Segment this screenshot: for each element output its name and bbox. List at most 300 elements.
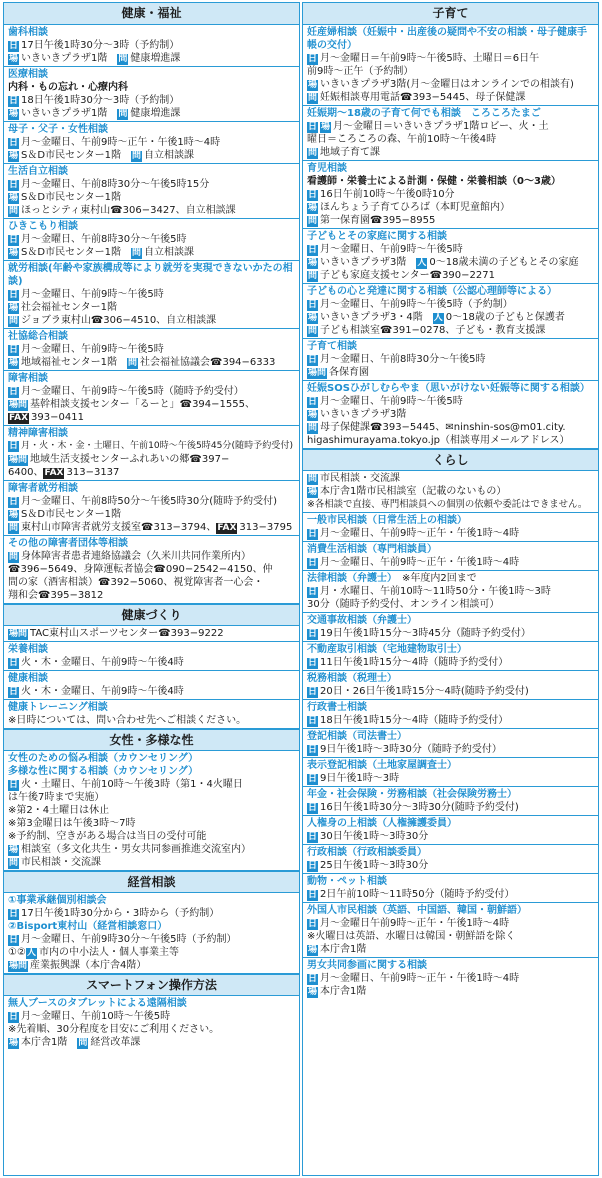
info-line [8, 191, 295, 204]
info-text: 本庁舎1階市民相談室（記載のないもの） [320, 486, 507, 497]
info-line [307, 366, 594, 379]
info-line [8, 550, 295, 563]
info-text: 月～金曜日、午前9時～午後5時（随時予約受付） [21, 386, 244, 397]
info-line [8, 301, 295, 314]
label-badge-icon: 場 [9, 1038, 19, 1048]
label-badge-icon: 日 [308, 629, 318, 639]
info-text: 月～金曜日、午前9時～正午・午後1時～4時 [320, 973, 520, 984]
info-line [8, 804, 295, 817]
info-text: 月～金曜日、午前8時30分～午後5時 [320, 354, 486, 365]
info-text: 母子保健課☎393−5445、✉ninshin-sos@m01.city. [320, 422, 566, 433]
info-line [8, 1036, 295, 1049]
info-line [8, 656, 295, 669]
section-header: くらし [303, 449, 598, 471]
info-line [307, 714, 594, 727]
info-text: 月～金曜日、午前9時～午後5時 [320, 396, 463, 407]
consultation-entry [4, 481, 299, 536]
label-badge-icon: 日 [308, 355, 318, 365]
info-text: 月～金曜日、午前9時～正午・午後1時～4時 [320, 557, 520, 568]
info-text: ※第2・4土曜日は休止 [8, 805, 110, 816]
info-line [307, 859, 594, 872]
info-text: 自立相談課 [144, 247, 195, 258]
consultation-entry [303, 339, 598, 381]
label-badge-icon: 場 [308, 410, 318, 420]
info-text: 子ども家庭支援センター☎390−2271 [320, 270, 495, 281]
info-line [307, 120, 594, 133]
label-badge-icon: 場 [9, 109, 19, 119]
label-badge-icon: 日 [308, 974, 318, 984]
entry-title: 子育て相談 [307, 341, 357, 352]
info-line [8, 508, 295, 521]
info-line [307, 298, 594, 311]
info-line [307, 556, 594, 569]
info-line [8, 440, 295, 453]
info-text: 健康増進課 [130, 108, 181, 119]
consultation-entry [303, 381, 598, 449]
info-text: 翔和会☎395−3812 [8, 590, 104, 601]
label-badge-icon: 日 [9, 41, 19, 51]
info-line [307, 243, 594, 256]
info-text: 曜日＝ころころの森、午前10時～午後4時 [307, 134, 497, 145]
consultation-entry [303, 671, 598, 700]
info-text: 本庁舎1階 [320, 986, 367, 997]
info-text: 9日午後1時～3時30分（随時予約受付） [320, 744, 502, 755]
label-badge-icon: 日 [308, 658, 318, 668]
entry-title: 無人ブースのタブレットによる遠隔相談 [8, 998, 187, 1009]
info-text: 第一保育園☎395−8955 [320, 215, 436, 226]
entry-title: 障害者就労相談 [8, 483, 78, 494]
info-text: は午後7時まで実施） [8, 792, 105, 803]
info-line [307, 188, 594, 201]
label-badge-icon: 問 [78, 1038, 88, 1048]
label-badge-icon: 場 [308, 987, 318, 997]
info-line [307, 930, 594, 943]
info-text: S＆D市民センター1階 [21, 192, 122, 203]
consultation-entry [303, 816, 598, 845]
entry-title: ①事業承継個別相談会 [8, 895, 107, 906]
info-text: 火・木・金曜日、午前9時～午後4時 [21, 657, 184, 668]
info-line [307, 78, 594, 91]
label-badge-icon: 日 [9, 387, 19, 397]
info-text: ☎396−5649、身障運転者協会☎090−2542−4150、仲 [8, 564, 273, 575]
label-badge-icon: 日 [9, 780, 19, 790]
info-text: 30分（随時予約受付、オンライン相談可） [307, 599, 500, 610]
info-line [307, 311, 594, 324]
consultation-entry [4, 329, 299, 371]
info-line [8, 233, 295, 246]
info-text: 月～金曜日＝午前9時～午後5時、土曜日＝6日午 [320, 53, 540, 64]
info-line [307, 434, 594, 447]
info-text: 393−0411 [31, 412, 84, 423]
consultation-entry [4, 626, 299, 642]
label-badge-icon: 場問 [9, 400, 28, 410]
info-text: 月・火・木・金・土曜日、午前10時～午後5時45分(随時予約受付) [21, 441, 294, 451]
info-text: 経営改革課 [90, 1037, 141, 1048]
info-text: ※予約制、空きがある場合は当日の受付可能 [8, 831, 207, 842]
label-badge-icon: 場 [308, 945, 318, 955]
consultation-entry [4, 25, 299, 67]
entry-subtitle: 看護師・栄養士による計測・保健・栄養相談（0～3歳） [307, 176, 561, 187]
section-header: スマートフォン操作方法 [4, 974, 299, 996]
info-text: 0～18歳未満の子どもとその家庭 [429, 257, 579, 268]
label-badge-icon: 問 [9, 858, 19, 868]
info-line [8, 1023, 295, 1036]
label-badge-icon: 場 [321, 122, 331, 132]
entry-title: 交通事故相談（弁護士） [307, 615, 417, 626]
label-badge-icon: 日 [9, 235, 19, 245]
consultation-entry [303, 229, 598, 284]
label-badge-icon: 場 [308, 203, 318, 213]
info-text: 17日午後1時30分～3時（予約制） [21, 40, 180, 51]
entry-title: 妊娠期～18歳の子育て何でも相談 ころころたまご [307, 108, 541, 119]
entry-title: 子どもとその家庭に関する相談 [307, 231, 447, 242]
consultation-entry [4, 67, 299, 122]
info-line [8, 356, 295, 369]
entry-title: 動物・ペット相談 [307, 876, 387, 887]
entry-title: 妊娠SOSひがしむらやま（思いがけない妊娠等に関する相談） [307, 383, 590, 394]
info-text: 社会福祉協議会☎394−6333 [140, 357, 276, 368]
info-line [307, 395, 594, 408]
info-text: 2日午前10時～11時50分（随時予約受付） [320, 889, 515, 900]
info-text: S＆D市民センター1階 [21, 150, 132, 161]
info-text: 健康増進課 [130, 53, 181, 64]
info-line [307, 256, 594, 269]
consultation-entry [4, 996, 299, 1050]
info-text: 月～金曜日、午前9時～正午・午後1時～4時 [21, 137, 221, 148]
label-badge-icon: 日 [308, 397, 318, 407]
info-text: 20日・26日午後1時15分～4時(随時予約受付) [320, 686, 529, 697]
entry-title: 精神障害相談 [8, 428, 68, 439]
entry-title: 税務相談（税理士） [307, 673, 397, 684]
consultation-entry [303, 758, 598, 787]
info-text: 火・木・金曜日、午前9時～午後4時 [21, 686, 184, 697]
label-badge-icon: 日 [308, 861, 318, 871]
info-text: 19日午後1時15分～3時45分（随時予約受付） [320, 628, 531, 639]
info-text: 地域生活支援センターふれあいの郷☎397− [30, 454, 230, 465]
info-line [8, 246, 295, 259]
entry-title: 医療相談 [8, 69, 48, 80]
info-text: higashimurayama.tokyo.jp（相談専用メールアドレス） [307, 435, 570, 446]
consultation-entry [303, 787, 598, 816]
consultation-entry [4, 671, 299, 700]
label-badge-icon: 問 [308, 148, 318, 158]
info-text: 月～金曜日、午前8時30分～午後5時15分 [21, 179, 210, 190]
info-line [8, 385, 295, 398]
consultation-entry [303, 161, 598, 229]
info-line [307, 408, 594, 421]
info-text: 月～金曜日、午前9時～午後5時（予約制） [320, 299, 513, 310]
consultation-entry [4, 700, 299, 729]
info-line [307, 421, 594, 434]
info-text: 社会福祉センター1階 [21, 302, 117, 313]
info-line [8, 817, 295, 830]
label-badge-icon: 日 [308, 529, 318, 539]
info-line [8, 627, 295, 640]
label-badge-icon: 場 [308, 313, 318, 323]
info-line [8, 288, 295, 301]
label-badge-icon: 場 [9, 193, 19, 203]
consultation-entry [4, 536, 299, 604]
info-line [307, 201, 594, 214]
info-line [307, 472, 594, 485]
info-text: 市民相談・交流課 [320, 473, 401, 484]
section-header: 女性・多様な性 [4, 729, 299, 751]
entry-title: ②Bisport東村山（経営相談窓口） [8, 921, 168, 932]
info-line [8, 343, 295, 356]
info-text: S＆D市民センター1階 [21, 509, 122, 520]
info-text: 月～金曜日＝いきいきプラザ1階ロビー、火・土 [333, 121, 549, 132]
info-line [8, 714, 295, 727]
label-badge-icon: 日 [308, 774, 318, 784]
info-text: 産業振興課（本庁舎4階） [30, 960, 147, 971]
info-line [8, 39, 295, 52]
label-badge-icon: 場問 [9, 629, 28, 639]
info-text: 基幹相談支援センター「るーと」☎394−1555、 [30, 399, 255, 410]
info-text: 11日午後1時15分～4時（随時予約受付） [320, 657, 509, 668]
info-line [8, 178, 295, 191]
info-text: 火・土曜日、午前10時～午後3時（第1・4火曜日 [21, 779, 243, 790]
info-line [8, 959, 295, 972]
entry-title: 消費生活相談（専門相談員） [307, 544, 437, 555]
info-text: 市内の中小法人・個人事業主等 [38, 947, 179, 958]
info-text: いきいきプラザ3階 [320, 257, 417, 268]
info-text: 月～金曜日、午前8時30分～午後5時 [21, 234, 187, 245]
info-text: 16日午前10時～午後0時10分 [320, 189, 455, 200]
label-badge-icon: 日 [9, 138, 19, 148]
info-line [8, 466, 295, 479]
label-badge-icon: 日 [9, 687, 19, 697]
info-line [307, 598, 594, 611]
label-badge-icon: 場問 [9, 455, 28, 465]
info-line [307, 324, 594, 337]
info-text: TAC東村山スポーツセンター☎393−9222 [30, 628, 224, 639]
info-text: 自立相談課 [144, 150, 195, 161]
info-line [8, 778, 295, 791]
label-badge-icon: 問 [308, 326, 318, 336]
entry-title: 行政相談（行政相談委員） [307, 847, 427, 858]
info-text: 月～金曜日、午前8時50分～午後5時30分(随時予約受付) [21, 496, 277, 507]
entry-title: 年金・社会保険・労務相談（社会保険労務士） [307, 789, 517, 800]
info-line [307, 146, 594, 159]
info-line [307, 269, 594, 282]
label-badge-icon: 日 [308, 558, 318, 568]
label-badge-icon: 問 [308, 271, 318, 281]
label-badge-icon: 問 [118, 109, 128, 119]
entry-title: 生活自立相談 [8, 166, 68, 177]
section-header: 健康づくり [4, 604, 299, 626]
consultation-entry [303, 958, 598, 999]
entry-title: 女性のための悩み相談（カウンセリング） [8, 753, 199, 764]
info-text: 313−3795 [239, 522, 293, 533]
info-line [307, 656, 594, 669]
info-text: 月～金曜日、午前9時～午後5時 [320, 244, 463, 255]
label-badge-icon: 日 [308, 54, 318, 64]
info-text: 各保育園 [329, 367, 370, 378]
label-badge-icon: 場問 [9, 961, 28, 971]
label-badge-icon: 日 [308, 716, 318, 726]
label-badge-icon: 場 [308, 487, 318, 497]
info-text: 25日午後1時～3時30分 [320, 860, 429, 871]
consultation-entry [4, 751, 299, 871]
info-line [307, 985, 594, 998]
health-welfare-column [3, 2, 300, 1176]
info-text: 313−3137 [66, 467, 120, 478]
label-badge-icon: 日 [308, 832, 318, 842]
label-badge-icon: 問 [308, 474, 318, 484]
entry-title: 一般市民相談（日常生活上の相談） [307, 515, 467, 526]
label-badge-icon: 問 [127, 358, 137, 368]
info-line [8, 495, 295, 508]
consultation-entry [303, 513, 598, 542]
info-text: いきいきプラザ3・4階 [320, 312, 433, 323]
info-text: 16日午後1時30分～3時30分(随時予約受付) [320, 802, 519, 813]
info-text: 17日午後1時30分から・3時から（予約制） [21, 908, 220, 919]
label-badge-icon: 日 [308, 300, 318, 310]
label-badge-icon: 場 [9, 248, 19, 258]
label-badge-icon: 日 [9, 909, 19, 919]
label-badge-icon: 日 [308, 890, 318, 900]
info-line [8, 204, 295, 217]
label-badge-icon: 問 [308, 216, 318, 226]
label-badge-icon: 問 [308, 93, 318, 103]
label-badge-icon: 日 [9, 1012, 19, 1022]
info-line [8, 314, 295, 327]
info-line [307, 917, 594, 930]
entry-title: 表示登記相談（土地家屋調査士） [307, 760, 457, 771]
info-text: 0～18歳の子どもと保護者 [445, 312, 565, 323]
info-line [8, 411, 295, 424]
entry-note: ※年度内2回まで [392, 573, 477, 584]
entry-title: 人権身の上相談（人権擁護委員） [307, 818, 457, 829]
consultation-entry [4, 164, 299, 219]
info-line [307, 353, 594, 366]
label-badge-icon: 日 [9, 345, 19, 355]
info-text: 月～金曜日、午前9時30分～午後5時（予約制） [21, 934, 237, 945]
label-badge-icon: 日 [308, 245, 318, 255]
info-text: ジョブラ東村山☎306−4510、自立相談課 [21, 315, 217, 326]
entry-title: 子どもの心と発達に関する相談（公認心理師等による） [307, 286, 557, 297]
info-line [8, 856, 295, 869]
consultation-entry [303, 542, 598, 571]
info-text: ※火曜日は英語、水曜日は韓国・朝鮮語を除く [307, 931, 516, 942]
label-badge-icon: 場 [9, 54, 19, 64]
info-text: 月～金曜日、午前9時～午後5時 [21, 344, 164, 355]
consultation-entry [303, 874, 598, 903]
label-badge-icon: 日 [308, 745, 318, 755]
section-header: 健康・福祉 [4, 3, 299, 25]
label-badge-icon: 問 [308, 423, 318, 433]
consultation-entry [303, 613, 598, 642]
info-line [8, 398, 295, 411]
entry-title: 母子・父子・女性相談 [8, 124, 108, 135]
info-line [307, 685, 594, 698]
info-text: いきいきプラザ3階 [320, 409, 407, 420]
info-text: ほんちょう子育てひろば（本町児童館内） [320, 202, 511, 213]
childcare-living-column [302, 2, 599, 1176]
label-badge-icon: 問 [9, 523, 19, 533]
info-text: 月・水曜日、午前10時～11時50分・午後1時～3時 [320, 586, 551, 597]
entry-subtitle: 内科・もの忘れ・心療内科 [8, 82, 128, 93]
label-badge-icon: 問 [9, 206, 19, 216]
info-text: 本庁舎1階 [320, 944, 367, 955]
info-text: ※各相談で直接、専門相談員への個別の依頼や委託はできません。 [307, 499, 588, 510]
info-text: S＆D市民センター1階 [21, 247, 132, 258]
label-badge-icon: 日 [9, 290, 19, 300]
info-text: ほっとシティ東村山☎306−3427、自立相談課 [21, 205, 236, 216]
consultation-entry [303, 729, 598, 758]
info-line [8, 52, 295, 65]
info-line [307, 943, 594, 956]
info-line [8, 946, 295, 959]
info-line [8, 933, 295, 946]
entry-title: その他の障害者団体等相談 [8, 538, 128, 549]
consultation-entry [303, 903, 598, 958]
entry-title: 栄養相談 [8, 644, 48, 655]
label-badge-icon: 日 [9, 180, 19, 190]
consultation-entry [303, 845, 598, 874]
info-text: 18日午後1時30分～3時（予約制） [21, 95, 180, 106]
label-badge-icon: 場 [9, 303, 19, 313]
label-badge-icon: 日 [308, 122, 318, 132]
info-line [307, 972, 594, 985]
label-badge-icon: 場 [9, 358, 19, 368]
info-line [307, 830, 594, 843]
label-badge-icon: 問 [9, 552, 19, 562]
label-badge-icon: 日 [308, 803, 318, 813]
consultation-entry [303, 284, 598, 339]
consultation-entry [4, 261, 299, 329]
info-text: 地域子育て課 [320, 147, 381, 158]
label-badge-icon: 日 [308, 190, 318, 200]
info-line [8, 136, 295, 149]
info-text: 6400、 [8, 467, 44, 478]
consultation-entry [4, 219, 299, 261]
info-line [307, 498, 594, 511]
info-text: ①② [8, 947, 26, 958]
info-line [307, 627, 594, 640]
info-line [8, 576, 295, 589]
info-line [307, 772, 594, 785]
info-line [307, 65, 594, 78]
info-line [8, 685, 295, 698]
info-text: ※第3金曜日は午後3時～7時 [8, 818, 136, 829]
info-line [307, 214, 594, 227]
info-line [307, 52, 594, 65]
entry-title: 社協総合相談 [8, 331, 68, 342]
info-text: いきいきプラザ3階(月～金曜日はオンラインでの相談有) [320, 79, 574, 90]
info-text: ※日時については、問い合わせ先へご相談ください。 [8, 715, 247, 726]
label-badge-icon: 人 [433, 313, 443, 323]
info-line [307, 743, 594, 756]
label-badge-icon: 日 [9, 96, 19, 106]
entry-title: 健康トレーニング相談 [8, 702, 108, 713]
label-badge-icon: 日 [308, 919, 318, 929]
info-line [8, 521, 295, 534]
info-text: 子ども相談室☎391−0278、子ども・教育支援課 [320, 325, 546, 336]
info-line [8, 563, 295, 576]
label-badge-icon: 場 [9, 845, 19, 855]
info-line [8, 843, 295, 856]
label-badge-icon: 場問 [308, 368, 327, 378]
info-line [8, 907, 295, 920]
info-text: 月～金曜日、午前9時～午後5時 [21, 289, 164, 300]
label-badge-icon: 日 [9, 935, 19, 945]
entry-title: 妊産婦相談（妊娠中・出産後の疑問や不安の相談・母子健康手帳の交付） [307, 27, 587, 51]
info-text: いきいきプラザ1階 [21, 53, 118, 64]
consultation-entry [303, 700, 598, 729]
info-line [8, 107, 295, 120]
label-badge-icon: 場 [308, 258, 318, 268]
